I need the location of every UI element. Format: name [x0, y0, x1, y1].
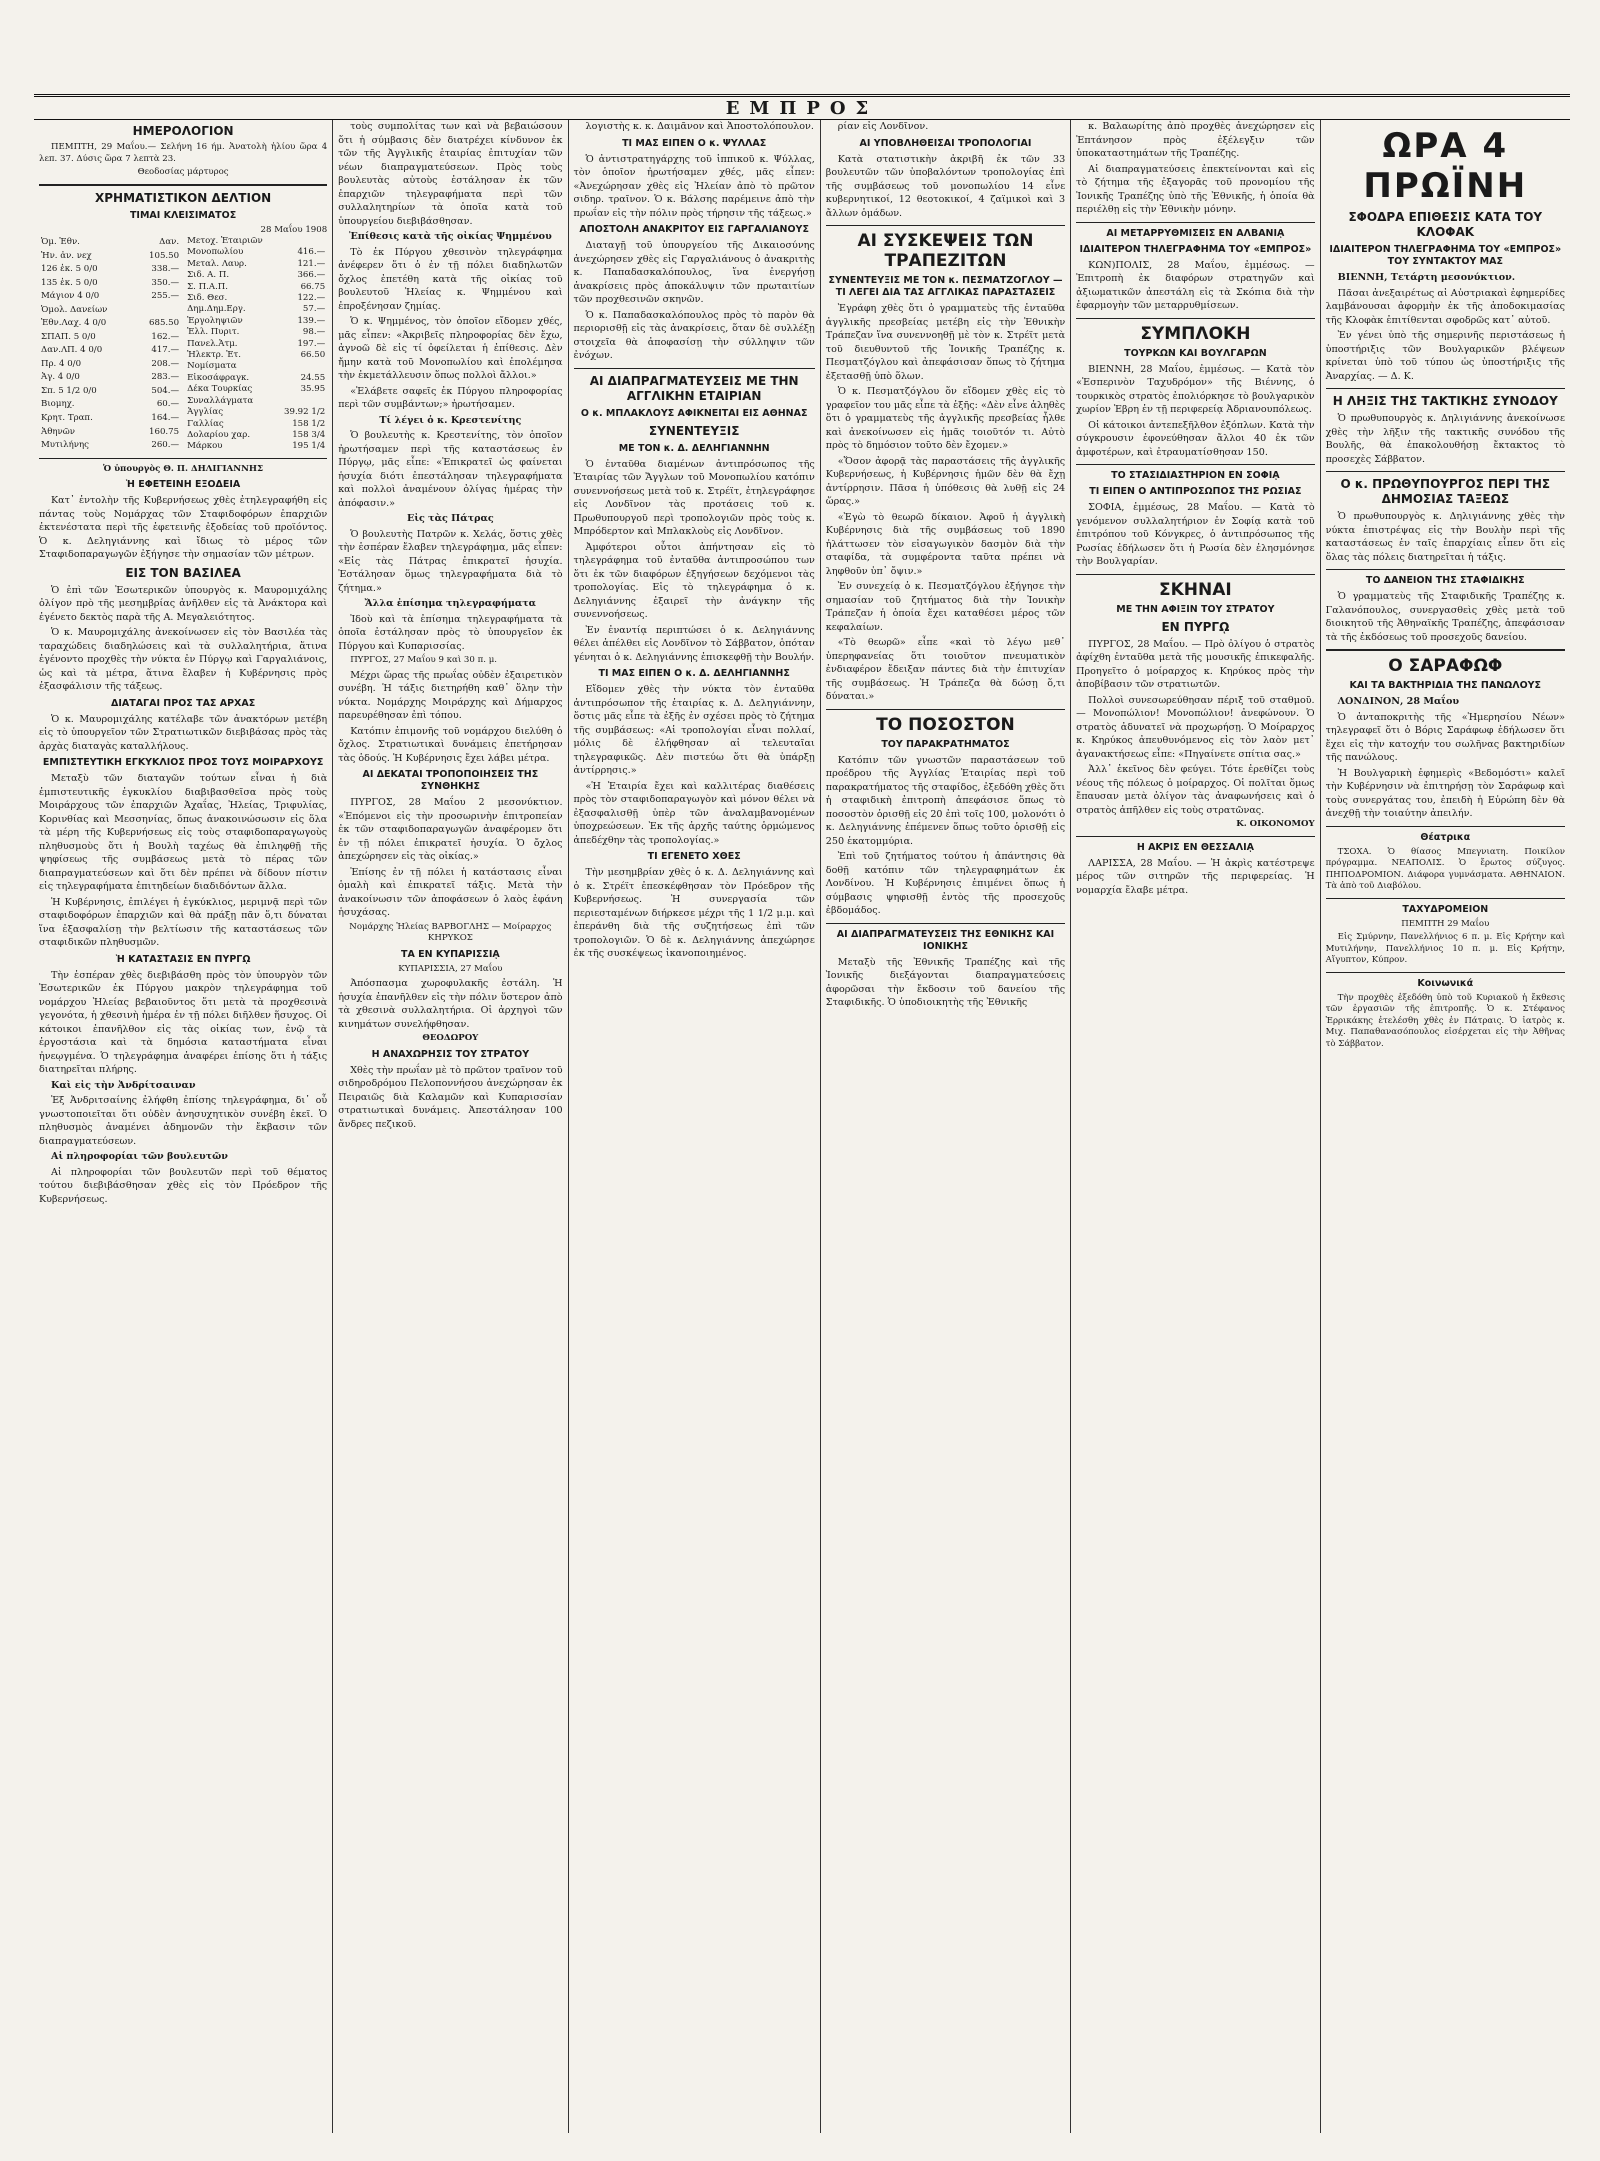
- price-label: Εἰκοσάφραγκ.: [187, 372, 250, 383]
- sarafof-sub: ΚΑΙ ΤΑ ΒΑΚΤΗΡΙΔΙΑ ΤΗΣ ΠΑΝΩΛΟΥΣ: [1349, 680, 1542, 691]
- price-value: 158 3/4: [292, 429, 326, 440]
- banner-title: ΩΡΑ 4 ΠΡΩΪΝΗ: [1363, 126, 1528, 206]
- article-text: Οἱ κάτοικοι ἀντεπεξῆλθον ἐξόπλων. Κατὰ τὴν σύγκρουσιν ἐφονεύθησαν ἄλλοι 40 ἐκ τῶν ἀμφοτέρων, καὶ ἐτραυματίσθησαν 150.: [1076, 419, 1315, 458]
- kyparissia-date: ΚΥΠΑΡΙΣΣΙΑ, 27 Μαΐου: [398, 963, 503, 974]
- article-text: Ὁ ἀντιστρατηγάρχης τοῦ ἱππικοῦ κ. Ψύλλας, τὸν ὁποῖον ἠρωτήσαμεν χθές, μᾶς εἶπεν: «Ἀνεχώρησαν χθὲς εἰς Ἠλείαν ἀπὸ τὸ πρῶτον σιδηρ. τραῖνον. Ὁ κ. Βάλσης παρέμεινε ἀπὸ τὴν πρωΐαν εἰς τὴν πόλιν πρὸς τήρησιν τῆς τάξεως.»: [573, 153, 815, 219]
- theatres-title: Θέατρικα: [1420, 831, 1471, 843]
- national-title: ΑΙ ΔΙΑΠΡΑΓΜΑΤΕΥΣΕΙΣ ΤΗΣ ΕΘΝΙΚΗΣ ΚΑΙ ΙΟΝΙΚΗΣ: [836, 928, 1055, 952]
- synod-title: Η ΛΗΞΙΣ ΤΗΣ ΤΑΚΤΙΚΗΣ ΣΥΝΟΔΟΥ: [1332, 394, 1558, 408]
- article-text: Ὁ κ. Ψημμένος, τὸν ὁποῖον εἴδομεν χθές, μᾶς εἶπεν: «Ἀκριβεῖς πληροφορίας δὲν ἔχω, ἀγνοῶ δὲ εἰς τί ὀφείλεται ἡ ἐπίθεσις. Δὲν ἤμην κατὰ τοῦ Μονοπωλίου καὶ ἐπολέμησα τὴν ἐκμετάλλευσιν ὅπως πολλοὶ ἄλλοι.»: [338, 316, 563, 381]
- column-3: [569, 120, 821, 2133]
- price-value: 283.—: [151, 372, 180, 383]
- price-label: Σπ. 5 1/2 0/0: [41, 385, 97, 396]
- price-row: [185, 396, 327, 407]
- attacks-sub: ΙΔΙΑΙΤΕΡΟΝ ΤΗΛΕΓΡΑΦΗΜΑ ΤΟΥ «ΕΜΠΡΟΣ» ΤΟΥ ΣΥΝΤΑΚΤΟΥ ΜΑΣ: [1329, 244, 1562, 267]
- article-text: Ἐξ Ἀνδριτσαίνης ἐλήφθη ἐπίσης τηλεγράφημα, δι᾽ οὗ γνωστοποιεῖται ὅτι οὐδὲν ἀνησυχητικὸν συνέβη ἐκεῖ. Ὁ πληθυσμὸς ἀναμένει ἀδημονῶν τὴν ἔκβασιν τῶν διαπραγματεύσεων.: [39, 1095, 328, 1147]
- price-value: 57.—: [302, 304, 326, 315]
- article-text: Κατὰ στατιστικὴν ἀκριβῆ ἐκ τῶν 33 βουλευτῶν τῶν ὑποβαλόντων τροπολογίας ἐπὶ τῆς συμβάσεως τοῦ μονοπωλίου 14 εἶνε κυβερνητικοί, 12 θεοτοκικοί, 4 ζαϊμικοὶ καὶ 3 ἄλλων ὁμάδων.: [825, 153, 1066, 219]
- price-row: [185, 270, 327, 281]
- post-date: ΠΕΜΠΤΗ 29 Μαΐου: [1401, 918, 1490, 929]
- article-text: Ἀπόσπασμα χωροφυλακῆς ἐστάλη. Ἡ ἡσυχία ἐπανῆλθεν εἰς τὴν πόλιν ὕστερον ἀπὸ τὰ χθεσινὰ συλλαλητήρια. Οἱ ἀρχηγοὶ τῶν κινημάτων συνελήφθησαν.: [338, 978, 563, 1030]
- price-label: Ὁμ. Ἐθν.: [41, 237, 80, 248]
- price-label: Πρ. 4 0/0: [41, 358, 82, 369]
- price-value: [276, 361, 327, 372]
- column-4: [821, 120, 1071, 2133]
- price-label: Μυτιλήνης: [41, 440, 89, 451]
- article-text: Ὁ βουλευτὴς Πατρῶν κ. Χελάς, ὅστις χθὲς τὴν ἑσπέραν ἔλαβεν τηλεγράφημα, μᾶς εἶπεν: «Εἰς τὰς Πάτρας ἐπικρατεῖ ἡσυχία. Ἐστάλησαν ὅμως τηλεγραφήματα διὰ τὸ ζήτημα.»: [338, 528, 563, 594]
- article-text: Ἐπίσης ἐν τῇ πόλει ἡ κατάστασις εἶναι ὁμαλὴ καὶ ἐπικρατεῖ τάξις. Μετὰ τὴν ἀνακοίνωσιν τῶν ἀποφάσεων ὁ λαὸς ἐφάνη ἡσυχάσας.: [338, 866, 563, 918]
- price-label: Δαν.ΛΠ. 4 0/0: [41, 345, 103, 356]
- sarafof-title: Ο ΣΑΡΑΦΩΦ: [1388, 656, 1503, 676]
- price-row: [39, 385, 181, 399]
- divider: [1326, 898, 1565, 899]
- price-label: Νομίσματα: [187, 361, 237, 372]
- price-row: [185, 373, 327, 384]
- circular-title: ΔΙΑΤΑΓΑΙ ΠΡΟΣ ΤΑΣ ΑΡΧΑΣ: [110, 697, 256, 709]
- albania-title: ΑΙ ΜΕΤΑΡΡΥΘΜΙΣΕΙΣ ΕΝ ΑΛΒΑΝΙᾼ: [1106, 227, 1285, 239]
- divider: [1076, 574, 1314, 575]
- price-value: 139.—: [297, 315, 326, 326]
- article-text: Ἐπὶ τοῦ ζητήματος τούτου ἡ ἀπάντησις θὰ δοθῇ κατόπιν τῶν τηλεγραφημάτων ἐκ Λονδίνου. Ἡ Κυβέρνησις ἐπιμένει ὅπως ἡ σύμβασις ψηφισθῇ ἐντὸς τῆς προσεχοῦς ἑβδομάδος.: [825, 851, 1066, 916]
- price-row: [39, 304, 181, 318]
- calendar-saint: Θεοδοσίας μάρτυρος: [137, 167, 229, 177]
- percent-sub: ΤΟΥ ΠΑΡΑΚΡΑΤΗΜΑΤΟΣ: [881, 738, 1010, 750]
- divider: [1326, 388, 1565, 389]
- price-row: [39, 250, 181, 264]
- column-2: [333, 120, 568, 2133]
- article-text: Κατ᾽ ἐντολὴν τῆς Κυβερνήσεως χθὲς ἐτηλεγραφήθη εἰς πάντας τοὺς Νομάρχας τῶν Σταφιδοφόρων ἐπαρχιῶν ἐκτενέστατα περὶ τῆς ἐφετεινῆς ἐξοδείας τοῦ προϊόντος. Ὁ κ. Δεληγιάννης καὶ ἴδιως τὸ μέρος τῶν Σταφιδοπαραγωγῶν ἐξήγησε τὴν σημασίαν τῶν μέτρων.: [39, 495, 328, 561]
- price-value: 366.—: [297, 270, 326, 281]
- yesterday-title: ΤΙ ΕΓΕΝΕΤΟ ΧΘΕΣ: [647, 851, 741, 862]
- kyparissia-title: ΤΑ ΕΝ ΚΥΠΑΡΙΣΣΙᾼ: [400, 948, 500, 960]
- price-value: 158 1/2: [292, 418, 326, 429]
- article-text: Τὸ ἐκ Πύργου χθεσινὸν τηλεγράφημα ἀνέφερεν ὅτι ὁ ἐν τῇ πόλει διαδηλωτῶν ὄχλος ἐπετέθη κατὰ τῆς οἰκίας τοῦ βουλευτοῦ Ἠλείας κ. Ψημμένου καὶ ἐπροξένησαν ζημίας.: [338, 246, 563, 312]
- price-row: [39, 439, 181, 453]
- article-text: Ἐν γένει ὑπὸ τῆς σημερινῆς περιστάσεως ἡ ὑποστήριξις τῶν Βουλγαρικῶν βλέψεων κρίνεται ὑπὸ τοῦ τύπου ὡς ὑποστήριξις τῆς Ἀναρχίας. — Δ. Κ.: [1325, 330, 1565, 382]
- attacks-title: ΣΦΟΔΡΑ ΕΠΙΘΕΣΙΣ ΚΑΤΑ ΤΟΥ ΚΛΟΦΑΚ: [1348, 210, 1543, 239]
- article-text: Πολλοὶ συνεσωρεύθησαν πέριξ τοῦ σταθμοῦ. — Μονοπώλιον! Μονοπώλιον! ἀνεφώνουν. Ὁ στρατὸς ἀδυνατεῖ νὰ προχωρήσῃ. Ὁ Μοίραρχος κ. Κηρύκος ἀπευθυνόμενος εἰς τὸν λαὸν μετ᾽ ἀγανακτήσεως εἶπε: «Πηγαίνετε σπίτια σας.»: [1076, 694, 1315, 760]
- social-title: Κοινωνικά: [1417, 977, 1474, 989]
- divider: [574, 368, 815, 369]
- price-label: Γαλλίας: [187, 418, 224, 429]
- article-text: Ὁ κ. Μαυρομιχάλης κατέλαβε τῶν ἀνακτόρων μετέβη εἰς τὸ ὑπουργεῖον τῶν Στρατιωτικῶν διεβιβάσας πρὸς τὰς ἀρχὰς διαταγὰς καταλλήλους.: [39, 713, 328, 752]
- price-label: Ἀγ. 4 0/0: [41, 372, 80, 383]
- negotiations-title: ΑΙ ΔΙΑΠΡΑΓΜΑΤΕΥΣΕΙΣ ΜΕ ΤΗΝ ΑΓΓΛΙΚΗΝ ΕΤΑΙΡΙΑΝ: [589, 373, 799, 403]
- post-title: ΤΑΧΥΔΡΟΜΕΙΟΝ: [1402, 903, 1489, 915]
- columns: [34, 120, 1570, 2133]
- theatres-text: ΤΣΟΧΑ. Ὁ θίασος Μπεγνιατη. Ποικίλον πρόγραμμα. ΝΕΑΠΟΛΙΣ. Ὁ ἔρωτος σύζυγος. ΠΗΠΟΔΡΟΜΙΟΝ. Διάφορα γυμνάσματα. ΑΘΗΝΑΙΟΝ. Τὰ ἀπὸ τοῦ Διαβόλου.: [1325, 846, 1565, 891]
- article-text: Ὁ κ. Παπαδασκαλόπουλος πρὸς τὸ παρὸν θὰ περιορισθῇ εἰς τὰς ἀνακρίσεις, ὅταν δὲ συλλέξῃ στοιχεῖα θὰ ἀποφασίσῃ τὴν σύλληψιν τῶν ἐνόχων.: [573, 309, 815, 361]
- telegrams-head: Ἄλλα ἐπίσημα τηλεγραφήματα: [364, 598, 537, 609]
- price-value: 98.—: [302, 327, 326, 338]
- price-label: 126 ἐκ. 5 0/0: [41, 264, 98, 275]
- price-label: Βιομηχ.: [41, 399, 75, 410]
- bulletin-subtitle: ΤΙΜΑΙ ΚΛΕΙΣΙΜΑΤΟΣ: [129, 209, 237, 221]
- price-row: [185, 316, 327, 327]
- price-label: Δολαρίου χαρ.: [187, 429, 251, 440]
- article-text: Ὁ γραμματεὺς τῆς Σταφιδικῆς Τραπέζης κ. Γαλανόπουλος, συνεργασθεὶς χθὲς μετὰ τοῦ διοικητοῦ τῆς Ἀθηναϊκῆς Τραπέζης, ἀπεφάσισαν τὰ τῆς ἐκδόσεως τοῦ προσεχοῦς δανείου.: [1325, 591, 1565, 643]
- article-text: ΛΑΡΙΣΣΑ, 28 Μαΐου. — Ἡ ἀκρὶς κατέστρεψε μέρος τῶν σιτηρῶν τῆς περιφερείας. Ἡ νομαρχία ἔλαβε μέτρα.: [1076, 857, 1315, 896]
- article-text: Αἱ διαπραγματεύσεις ἐπεκτείνονται καὶ εἰς τὸ ζήτημα τῆς ἐξαγορᾶς τοῦ προνομίου τῆς Ἰονικῆς Τραπέζης ὑπὸ τῆς Ἐθνικῆς, ἡ ὁποία θὰ περιέλθῃ εἰς τὴν Ἐθνικὴν μόνην.: [1076, 163, 1315, 215]
- price-label: Σιδ. Θεσ.: [187, 293, 228, 304]
- ministers-title: Ἡ ΕΦΕΤΕΙΝΗ ΕΞΟΔΕΙΑ: [125, 479, 241, 491]
- article-text: τοὺς συμπολίτας των καὶ νὰ βεβαιώσουν ὅτι ἡ σύμβασις δὲν διατρέχει κίνδυνον ἐκ τῶν τῆς Ἀγγλικῆς ἑταιρίας ἐπιτυχίαν τῶν νέων διαπραγματεύσεων. Πρὸς τοὺς βουλευτὰς αὐτοὺς ἐστάλησαν ἐκ τῶν ἐπαρχιῶν τηλεγραφήματα περὶ τῶν συλλαλητηρίων τὰ ὁποῖα κατὰ τοῦ ὑπουργείου διεβιβάσθησαν.: [338, 121, 563, 227]
- price-row: [185, 282, 327, 293]
- price-label: Ὁμολ. Δανείων: [41, 304, 108, 315]
- price-row: [185, 441, 327, 452]
- price-row: [39, 398, 181, 412]
- section-head: ΕΙΣ ΤΟΝ ΒΑΣΙΛΕΑ: [125, 565, 241, 580]
- scenes-title: ΣΚΗΝΑΙ: [1159, 579, 1232, 600]
- divider: [1326, 471, 1565, 472]
- encyclical-title: ΕΜΠΙΣΤΕΥΤΙΚΗ ΕΓΚΥΚΛΙΟΣ ΠΡΟΣ ΤΟΥΣ ΜΟΙΡΑΡΧΟΥΣ: [42, 757, 324, 769]
- changes-title: ΑΙ ΔΕΚΑΤΑΙ ΤΡΟΠΟΠΟΙΗΣΕΙΣ ΤΗΣ ΣΥΝΘΗΚΗΣ: [362, 769, 539, 792]
- price-tables: [39, 236, 327, 453]
- price-label: Ἠλεκτρ. Ἐτ.: [187, 350, 242, 361]
- bulletin-title: ΧΡΗΜΑΤΙΣΤΙΚΟΝ ΔΕΛΤΙΟΝ: [94, 190, 272, 205]
- price-value: [276, 236, 327, 247]
- price-value: 195 1/4: [292, 441, 326, 452]
- price-row: [39, 236, 181, 250]
- bankers-title: ΑΙ ΣΥΣΚΕΨΕΙΣ ΤΩΝ ΤΡΑΠΕΖΙΤΩΝ: [857, 231, 1034, 271]
- article-text: Ἐν συνεχείᾳ ὁ κ. Πεσματζόγλου ἐξήγησε τὴν σημασίαν τοῦ ζητήματος διὰ τὴν Ἰονικὴν Τράπεζαν ἡ ὁποία ἔχει καταθέσει μέρος τῶν κεφαλαίων.: [825, 581, 1066, 633]
- divider: [826, 709, 1065, 710]
- akris-title: Η ΑΚΡΙΣ ΕΝ ΘΕΣΣΑΛΙᾼ: [1136, 841, 1254, 853]
- divider: [1326, 649, 1565, 651]
- price-value: 164.—: [151, 412, 180, 423]
- price-label: Ἐργοληψιῶν: [187, 315, 243, 326]
- clash-title: ΣΥΜΠΛΟΚΗ: [1140, 323, 1251, 344]
- meetings-title: ΣΥΝΕΝΤΕΥΞΙΣ: [648, 423, 740, 438]
- divider: [1076, 464, 1314, 465]
- divider: [1326, 569, 1565, 570]
- article-text: ΒΙΕΝΝΗ, 28 Μαΐου, ἐμμέσως. — Κατὰ τὸν «Ἑσπερινὸν Ταχυδρόμον» τῆς Βιέννης, ὁ τουρκικὸς στρατὸς ἐπολιόρκησε τὸ βουλγαρικὸν χωρίον Ἐβρη ἐν τῇ περιφερείᾳ Ἀδριανουπόλεως.: [1076, 363, 1315, 415]
- price-label: Δημ.Δημ.Εργ.: [187, 304, 246, 315]
- price-row: [39, 331, 181, 345]
- price-row: [185, 350, 327, 361]
- clash-sub: ΤΟΥΡΚΩΝ ΚΑΙ ΒΟΥΛΓΑΡΩΝ: [1124, 347, 1267, 359]
- article-text: Αἱ πληροφορίαι τῶν βουλευτῶν περὶ τοῦ θέματος τούτου διεβιβάσθησαν χθὲς εἰς τὸν Πρόεδρον τῆς Κυβερνήσεως.: [39, 1166, 328, 1205]
- article-text: Πᾶσαι ἀνεξαιρέτως αἱ Αὐστριακαὶ ἐφημερίδες λαμβάνουσαι ἀφορμὴν ἐκ τῆς ἀποδοκιμασίας τῆς Κλοφὰκ ἐπιτίθενται σφοδρῶς κατ᾽ αὐτοῦ.: [1325, 287, 1565, 326]
- price-row: [185, 304, 327, 315]
- article-text: Διαταγῇ τοῦ ὑπουργείου τῆς Δικαιοσύνης ἀνεχώρησεν χθὲς εἰς Γαργαλιάνους ὁ ἀνακριτὴς κ. Παπαδασκαλόπουλος, ἵνα ἐνεργήσῃ ἀνακρίσεις πρὸς ἀποκάλυψιν τῶν πρωταιτίων τῶν προχθεσινῶν σκηνῶν.: [573, 240, 815, 305]
- article-text: Μέχρι ὥρας τῆς πρωΐας οὐδὲν ἐξαιρετικὸν συνέβη. Ἡ τάξις διετηρήθη καθ᾽ ὅλην τὴν νύκτα. Νομάρχης Μοιράρχης καὶ Δήμαρχος παρευρέθησαν ἐπὶ τόπου.: [338, 669, 563, 721]
- price-row: [39, 344, 181, 358]
- percent-title: ΤΟ ΠΟΣΟΣΤΟΝ: [876, 714, 1015, 735]
- divider: [39, 184, 327, 186]
- article-text: Ἐν ἐναντίᾳ περιπτώσει ὁ κ. Δεληγιάννης θέλει ἀπέλθει εἰς Λονδῖνον τὸ Σάββατον, ὁπόταν γένηται ὁ κ. Δεληγιάννης ἐπισκεφθῇ τὴν Βουλήν.: [573, 624, 815, 663]
- sofia-title: ΤΟ ΣΤΑΣΙΔΙΑΣΤΗΡΙΟΝ ΕΝ ΣΟΦΙᾼ: [1111, 470, 1280, 481]
- price-label: Σ. Π.Α.Π.: [187, 281, 229, 292]
- price-row: [185, 339, 327, 350]
- signatures: Νομάρχης Ἠλείας ΒΑΡΒΟΓΛΗΣ — Μοίραρχος ΚΗΡΥΚΟΣ: [349, 921, 552, 943]
- divider: [39, 458, 327, 459]
- article-text: Ὁ βουλευτὴς κ. Κρεστενίτης, τὸν ὁποῖον ἠρωτήσαμεν περὶ τῆς καταστάσεως ἐν Πύργῳ, μᾶς εἶπε: «Ἐπικρατεῖ ὡς φαίνεται ἡσυχία διότι ἐπεστάλησαν τηλεγραφήματα καὶ πολλοὶ ἀναμένουν ὀλίγας ἡμέρας τὴν ἀπόφασιν.»: [338, 430, 563, 509]
- price-value: 504.—: [151, 385, 180, 396]
- column-1: [34, 120, 333, 2133]
- deligiannis-title: ΤΙ ΜΑΣ ΕΙΠΕΝ Ο κ. Δ. ΔΕΛΗΓΙΑΝΝΗΣ: [598, 668, 790, 679]
- bankers-sub: ΣΥΝΕΝΤΕΥΞΙΣ ΜΕ ΤΟΝ κ. ΠΕΣΜΑΤΖΟΓΛΟΥ — ΤΙ ΛΕΓΕΙ ΔΙΑ ΤΑΣ ΑΓΓΛΙΚΑΣ ΠΑΡΑΣΤΑΣΕΙΣ: [828, 275, 1063, 298]
- article-text: Εἰς Σμύρνην, Πανελλήνιος 6 π. μ. Εἰς Κρήτην καὶ Μυτιλήνην, Πανελλήνιος 10 π. μ. Εἰς Κρήτην, Αἴγυπτον, Κύπρον.: [1325, 932, 1565, 965]
- article-text: Ὁ κ. Πεσματζόγλου ὅν εἴδομεν χθὲς εἰς τὸ γραφεῖον του μᾶς εἶπε τὰ ἑξῆς: «Δὲν εἶνε ἀληθὲς ὅτι ὁ γραμματεὺς τῆς ἀγγλικῆς πρεσβείας ἦλθε καὶ ἀνεκοίνωσεν εἰς ἡμᾶς τοιοῦτόν τι. Αὐτὸ πρὸς τὸ δημόσιον τοῦτο δὲν ἔχομεν.»: [825, 386, 1066, 451]
- article-text: Ὁ ἐνταῦθα διαμένων ἀντιπρόσωπος τῆς Ἑταιρίας τῶν Ἄγγλων τοῦ Μονοπωλίου κατόπιν συνεννοήσεως μετὰ τοῦ κ. Στρέϊτ, ἐτηλεγράφησε εἰς Λονδῖνον τὰς προτάσεις τοῦ κ. Πρωθυπουργοῦ περὶ τροπολογιῶν πρὸς τοὺς κ. Μπρόδερτον καὶ Μπλακλοὺς εἰς Λονδῖνον.: [573, 458, 815, 537]
- loan-title: ΤΟ ΔΑΝΕΙΟΝ ΤΗΣ ΣΤΑΦΙΔΙΚΗΣ: [1365, 575, 1525, 586]
- article-text: κ. Βαλαωρίτης ἀπὸ προχθὲς ἀνεχώρησεν εἰς Ἐπτάνησον πρὸς ἐξέλεγξιν τῶν ὑποκαταστημάτων τῆς Τραπέζης.: [1076, 121, 1315, 159]
- divider: [1076, 836, 1314, 837]
- price-value: 260.—: [151, 440, 180, 451]
- price-value: 208.—: [151, 358, 180, 369]
- minister-signature: Ὁ ὑπουργὸς Θ. Π. ΔΗΛΙΓΙΑΝΝΗΣ: [103, 463, 264, 474]
- article-text: Τὴν ἑσπέραν χθὲς διεβιβάσθη πρὸς τὸν ὑπουργὸν τῶν Ἐσωτερικῶν ἐκ Πύργου μακρὸν τηλεγράφημα τοῦ νομάρχου Ἠλείας βεβαιοῦντος ὅτι μετὰ τὰ προχθεσινὰ γεγονότα, ἡ χθεσινὴ ἡμέρα ἐν τῇ πόλει διῆλθεν ἥσυχος. Οἱ κάτοικοι ἐπανῆλθον εἰς τὰς οἰκίας των, ἐνῷ τὰ ἐργοστάσια καὶ τὰ δημόσια καταστήματα εἶναι ἠνεῳγμένα. Ὁ τηλεγράφημα ἀναφέρει ἐπίσης ὅτι ἡ τάξις διατηρεῖται πλήρης.: [39, 969, 328, 1076]
- negotiations-sub: Ο κ. ΜΠΛΑΚΛΟΥΣ ΑΦΙΚΝΕΙΤΑΙ ΕΙΣ ΑΘΗΝΑΣ: [580, 407, 808, 419]
- price-value: 160.75: [149, 426, 180, 437]
- price-row: [39, 290, 181, 304]
- price-row: [185, 259, 327, 270]
- price-value: 197.—: [297, 338, 326, 349]
- article-text: Μεταξὺ τῆς Ἐθνικῆς Τραπέζης καὶ τῆς Ἰονικῆς διεξάγονται διαπραγματεύσεις ἀφορῶσαι τὴν ἔκδοσιν τοῦ δανείου τῆς Σταφιδικῆς. Ὁ ὑποδιοικητὴς τῆς Ἐθνικῆς: [825, 956, 1066, 1008]
- newspaper-title: ΕΜΠΡΟΣ: [725, 97, 879, 119]
- pyrgos-title: Ἡ ΚΑΤΑΣΤΑΣΙΣ ΕΝ ΠΥΡΓῼ: [115, 953, 251, 965]
- divider: [826, 923, 1065, 924]
- article-text: Ὁ ἀνταποκριτὴς τῆς «Ἡμερησίου Νέων» τηλεγραφεῖ ὅτι ὁ Βόρις Σαράφωφ ἐδήλωσεν ὅτι ἔχει εἰς τὴν κατοχήν του σωλῆνας βακτηριδίων τῆς πανώλους.: [1325, 711, 1565, 763]
- price-row: [185, 247, 327, 258]
- price-row: [39, 371, 181, 385]
- article-text: ΚΩΝ)ΠΟΛΙΣ, 28 Μαΐου, ἐμμέσως. — Ἐπιτροπὴ ἐκ διαφόρων στρατηγῶν καὶ ἀξιωματικῶν ἀπεστάλη εἰς τὰ Σκόπια διὰ τὴν ἐφαρμογὴν τῶν μεταρρυθμίσεων.: [1076, 259, 1315, 311]
- price-row: [185, 236, 327, 247]
- article-text: Κατόπιν τῶν γνωστῶν παραστάσεων τοῦ προέδρου τῆς Ἀγγλίας Ἑταιρίας περὶ τοῦ παρακρατήματος τῆς σταφίδος, ἐξεδόθη χθὲς ὅτι ἡ σταφιδικὴ ἐπιτροπὴ ἀπεφάσισε ὅπως τὸ ποσοστὸν ὁρισθῇ εἰς 20 ἐπὶ τοῖς 100, μολονότι ὁ κ. Δεληγιάννης ἐπέμενεν ὅπως τοῦτο ὁρισθῇ εἰς 250 ἑκατομμύρια.: [825, 754, 1066, 847]
- article-text: «Ἡ Ἑταιρία ἔχει καὶ καλλιτέρας διαθέσεις πρὸς τὸν σταφιδοπαραγωγὸν καὶ μόνον θέλει νὰ ἐξασφαλισθῇ ὑπὲρ τῶν ἀναλαμβανομένων ὑποχρεώσεων. Ἐκ τῆς ἀρχῆς ταύτης ὁρμώμενος ἀπεδέχθην τὰς τροπολογίας.»: [573, 780, 815, 846]
- price-value: 416.—: [297, 247, 326, 258]
- price-row: [39, 358, 181, 372]
- article-text: «Τὸ θεωρῶ» εἶπε «καὶ τὸ λέγω μεθ᾽ ὑπερηφανείας ὅτι τοιοῦτον πνευματικὸν ἐνδιαφέρον ἔδειξαν πάντες διὰ τὴν ἐπιτυχίαν τῆς συμβάσεως. Ἡ Τράπεζα θὰ δώσῃ ὅ,τι δύναται.»: [825, 637, 1066, 702]
- vienna-dateline: ΒΙΕΝΝΗ, Τετάρτη μεσονύκτιον.: [1337, 272, 1516, 283]
- price-label: Ἀθηνῶν: [41, 426, 75, 437]
- divider: [1326, 972, 1565, 973]
- pyrgos-dateline: ΠΥΡΓΟΣ, 27 Μαΐου 9 καὶ 30 π. μ.: [350, 655, 498, 665]
- prices-table-right: [185, 236, 327, 453]
- price-value: 685.50: [149, 318, 180, 329]
- amendments-title: ΑΙ ΥΠΟΒΛΗΘΕΙΣΑΙ ΤΡΟΠΟΛΟΓΙΑΙ: [859, 137, 1032, 149]
- divider: [1076, 318, 1314, 319]
- scenes-sub: ΜΕ ΤΗΝ ΑΦΙΞΙΝ ΤΟΥ ΣΤΡΑΤΟΥ: [1116, 603, 1275, 615]
- price-label: Κρητ. Τραπ.: [41, 412, 93, 423]
- article-text: Τὴν προχθὲς ἐξεδόθη ὑπὸ τοῦ Κυριακοῦ ἡ ἔκθεσις τῶν ἐργασιῶν τῆς ἐπιτροπῆς. Ὁ κ. Στέφανος Ἐρρικάκης ἐτελέσθη χθὲς ἐν Πάτραις. Ὁ ἰατρὸς κ. Μιχ. Παπαθανασόπουλος εἰσέρχεται εἰς τὴν Ἀθῆνας τὸ Σάββατον.: [1325, 992, 1565, 1049]
- price-label: Μάγιον 4 0/0: [41, 291, 100, 302]
- scenes-place: ΕΝ ΠΥΡΓῼ: [1161, 619, 1230, 634]
- calendar-title: ΗΜΕΡΟΛΟΓΙΟΝ: [132, 124, 234, 138]
- price-value: 66.75: [300, 281, 326, 292]
- price-label: Δέκα Τουρκίας: [187, 384, 253, 395]
- deputies-head: Αἱ πληροφορίαι τῶν βουλευτῶν: [51, 1151, 228, 1163]
- article-text: Ὁ κ. Μαυρομιχάλης ἀνεκοίνωσεν εἰς τὸν Βασιλέα τὰς ταραχώδεις διαδηλώσεις καὶ τὰ συλλαλητήρια, ἅτινα ἐγένοντο προχθὲς τὴν νύκτα ἐν Πύργῳ καὶ Γαργαλιάνοις, ὡς καὶ τὰ μέτρα, ἅτινα ἔλαβεν ἡ Κυβέρνησις πρὸς ἐξασφάλισιν τῆς τάξεως.: [39, 627, 328, 693]
- price-row: [185, 293, 327, 304]
- attack-head: Ἐπίθεσις κατὰ τῆς οἰκίας Ψημμένου: [349, 231, 552, 242]
- price-row: [39, 317, 181, 331]
- patras-head: Εἰς τὰς Πάτρας: [407, 513, 494, 524]
- price-value: 24.55: [300, 372, 326, 383]
- price-value: 122.—: [297, 293, 326, 304]
- price-value: 121.—: [297, 258, 326, 269]
- kresteniti-head: Τί λέγει ὁ κ. Κρεστενίτης: [379, 414, 522, 426]
- article-text: Μεταξὺ τῶν διαταγῶν τούτων εἶναι ἡ διὰ ἐμπιστευτικῆς ἐγκυκλίου διαβιβασθεῖσα πρὸς τοὺς Μοιράρχους τῶν ἐπαρχιῶν Ἀχαΐας, Ἠλείας, Τριφυλίας, Κορινθίας καὶ Μεσσηνίας, ὅπως ἀνακοινώσωσιν εἰς ὅλα τὰ μέρη τῆς Κυβερνήσεως εἰς τοὺς σταφιδοπαραγωγοὺς πληθυσμοὺς ὅτι ἡ Βουλὴ ταχέως θὰ ἐπιληφθῇ τῆς ψηφίσεως τῆς συμβάσεως μετὰ τὸ πέρας τῶν διαπραγματεύσεων καὶ ὅτι δὲν πρέπει νὰ δίδουν πίστιν εἰς τηλεγραφήματα ἐπιτηδείων διαδιδόντων ἄλλα.: [39, 773, 328, 893]
- price-row: [185, 384, 327, 395]
- article-text: ΠΥΡΓΟΣ, 28 Μαΐου 2 μεσονύκτιον. «Ἐπόμενοι εἰς τὴν προσωρινὴν ἐπιτροπείαν ἐκ τῶν σταφιδοπαραγωγῶν ἀναφέρομεν ὅτι ἐν τῇ πόλει ἐπικρατεῖ ἡσυχία. Ὁ ὄχλος ἀπεχώρησεν εἰς τὰς οἰκίας.»: [338, 797, 563, 862]
- signature: ΘΕΟΔΩΡΟΥ: [422, 1033, 479, 1043]
- article-text: ΣΟΦΙΑ, ἐμμέσως, 28 Μαΐου. — Κατὰ τὸ γενόμενον συλλαλητήριον ἐν Σοφίᾳ κατὰ τοῦ ἐπιτρόπου τοῦ Κόνγκρες, ὁ ἀντιπρόσωπος τῆς Ρωσίας ἐδήλωσεν ὅτι ἡ Ρωσία δὲν ἐλησμόνησε τὴν Βουλγαρίαν.: [1076, 502, 1315, 567]
- price-label: Σιδ. Α. Π.: [187, 270, 230, 281]
- article-text: Ἡ Κυβέρνησις, ἐπιλέγει ἡ ἐγκύκλιος, μεριμνᾷ περὶ τῶν σταφιδοφόρων ἐπαρχιῶν καὶ θὰ πράξῃ πᾶν ὅ,τι δύναται ἵνα ἐξασφαλίσῃ τὴν βελτίωσιν τῆς καταστάσεως τῶν σταφιδικῶν πληθυσμῶν.: [39, 896, 328, 949]
- article-text: Ὁ πρωθυπουργὸς κ. Δηλιγιάννης ἀνεκοίνωσε χθὲς τὴν λῆξιν τῆς τακτικῆς συνόδου τῆς Βουλῆς, θὰ ἐπακολουθήσῃ ἔκτακτος τὸ προσεχὲς Σάββατον.: [1325, 413, 1565, 465]
- price-label: Ἠν. ἀν. νεχ: [41, 250, 92, 261]
- prices-table-left: [39, 236, 181, 453]
- sofia-sub: ΤΙ ΕΙΠΕΝ Ο ΑΝΤΙΠΡΟΣΩΠΟΣ ΤΗΣ ΡΩΣΙΑΣ: [1089, 486, 1302, 497]
- price-row: [39, 277, 181, 291]
- bulletin-date: 28 Μαΐου 1908: [260, 224, 328, 235]
- price-value: 60.—: [156, 399, 180, 410]
- price-label: 135 ἐκ. 5 0/0: [41, 277, 98, 288]
- price-row: [185, 407, 327, 418]
- masthead: [34, 94, 1570, 120]
- price-label: Μετοχ. Ἑταιριῶν: [187, 236, 263, 246]
- price-value: 255.—: [151, 291, 180, 302]
- article-text: «Ἐγὼ τὸ θεωρῶ δίκαιον. Ἀφοῦ ἡ ἀγγλικὴ Κυβέρνησις διὰ τῆς συμβάσεως τοῦ 1890 ἠλάττωσεν τὸν εἰσαγωγικὸν δασμὸν διὰ τὴν σταφίδα, τὰ συμφέροντα ταῦτα πρέπει νὰ ληφθοῦν ὑπ᾽ ὄψιν.»: [825, 511, 1066, 577]
- price-value: [135, 304, 181, 318]
- price-value: 66.50: [300, 350, 326, 361]
- price-row: [185, 361, 327, 372]
- price-label: Μάρκου: [187, 441, 223, 452]
- psyllas-title: ΤΙ ΜΑΣ ΕΙΠΕΝ Ο κ. ΨΥΛΛΑΣ: [622, 137, 767, 149]
- article-text: λογιστὴς κ. κ. Δαιμᾶνον καὶ Ἀποστολόπουλον.: [585, 121, 814, 132]
- article-text: Ἀλλ᾽ ἐκεῖνος δὲν φεύγει. Τότε ἐρεθίζει τοὺς νέους τῆς πόλεως ὁ μοίραρχος. Οἱ πολῖται ὅμως ἔπαυσαν μετὰ ὀλίγον τὰς ἀναφωνήσεις καὶ ὁ στρατὸς ἀπῆλθεν εἰς τοὺς στρατῶνας.: [1076, 764, 1315, 816]
- price-label: Συναλλάγματα: [187, 395, 254, 406]
- price-value: 417.—: [151, 345, 180, 356]
- price-label: ΣΠΑΠ. 5 0/0: [41, 331, 96, 342]
- price-label: Ἐλλ. Πυριτ.: [187, 327, 240, 338]
- article-text: Κατόπιν ἐπιμονῆς τοῦ νομάρχου διελύθη ὁ ὄχλος. Στρατιωτικαὶ δυνάμεις ἐπετήρησαν τὰς ὁδούς. Ἡ Κυβέρνησις ἔχει λάβει μέτρα.: [338, 725, 563, 764]
- garg-title: ΑΠΟΣΤΟΛΗ ΑΝΑΚΡΙΤΟΥ ΕΙΣ ΓΑΡΓΑΛΙΑΝΟΥΣ: [579, 224, 809, 235]
- article-text: Ὁ ἐπὶ τῶν Ἐσωτερικῶν ὑπουργὸς κ. Μαυρομιχάλης ὀλίγον πρὸ τῆς μεσημβρίας ἀνῆλθεν εἰς τὰ Ἀνάκτορα καὶ ἐγένετο δεκτὸς παρὰ τῆς Α. Μεγαλειότητος.: [39, 584, 328, 623]
- price-label: Πανελ.Ἀτμ.: [187, 338, 238, 349]
- pm-title: Ο κ. ΠΡΩΘΥΠΟΥΡΓΟΣ ΠΕΡΙ ΤΗΣ ΔΗΜΟΣΙΑΣ ΤΑΞΕΩΣ: [1340, 477, 1551, 506]
- price-value: Δαν.: [159, 237, 180, 248]
- price-value: 338.—: [151, 264, 180, 275]
- article-text: Ὁ πρωθυπουργὸς κ. Δηλιγιάννης χθὲς τὴν νύκτα ἐπιστρέψας εἰς τὴν Βουλὴν περὶ τῆς καταστάσεως ἐν ταῖς ἐπαρχίαις εἶπεν ὅτι εἰς ὅλας τὰς πόλεις διατηρεῖται ἡ τάξις.: [1325, 511, 1565, 563]
- price-label: Ἀγγλίας: [187, 407, 224, 418]
- price-label: Μονοπωλίου: [187, 247, 244, 258]
- article-text: «Ἐλάβετε σαφεῖς ἐκ Πύργου πληροφορίας περὶ τῶν συμβάντων;» ἠρωτήσαμεν.: [338, 385, 563, 410]
- price-label: Μεταλ. Λαυρ.: [187, 258, 247, 269]
- price-row: [39, 425, 181, 439]
- divider: [1076, 222, 1314, 223]
- price-value: 350.—: [151, 277, 180, 288]
- article-text: ΠΥΡΓΟΣ, 28 Μαΐου. — Πρὸ ὀλίγου ὁ στρατὸς ἀφίχθη ἐνταῦθα μετὰ τῆς μουσικῆς ἐπικεφαλῆς. Προηγεῖτο ὁ μοίραρχος κ. Κηρύκος πρὸς τὴν ἀποβίβασιν τῶν στρατιωτῶν.: [1076, 638, 1315, 690]
- article-text: «Ὅσον ἀφορᾷ τὰς παραστάσεις τῆς ἀγγλικῆς Κυβερνήσεως, ἡ Κυβέρνησις ἡμῶν δὲν θὰ ἔχῃ ἀντίρρησιν. Πᾶσα ἡ ὑπόθεσις θὰ λυθῇ εἰς 24 ὥρας.»: [825, 455, 1066, 507]
- divider: [826, 225, 1065, 226]
- price-value: 162.—: [151, 331, 180, 342]
- divider: [1326, 826, 1565, 827]
- price-row: [185, 419, 327, 430]
- price-row: [39, 412, 181, 426]
- price-value: 35.95: [300, 384, 326, 395]
- price-row: [185, 327, 327, 338]
- calendar-text: ΠΕΜΠΤΗ, 29 Μαΐου.— Σελήνη 16 ήμ. Ἀνατολὴ ἡλίου ὥρα 4 λεπ. 37. Δύσις ὥρα 7 λεπτὰ 23.: [39, 142, 328, 164]
- article-text: Χθὲς τὴν πρωΐαν μὲ τὸ πρῶτον τραῖνον τοῦ σιδηροδρόμου Πελοποννήσου ἀνεχώρησαν ἐκ Πειραιῶς διὰ Καλαμῶν καὶ Κυπαρισσίαν στρατιωτικαὶ δυνάμεις. Ἀπεστάλησαν 100 ἄνδρες πεζικοῦ.: [338, 1064, 563, 1130]
- meetings-sub: ΜΕ ΤΟΝ κ. Δ. ΔΕΛΗΓΙΑΝΝΗΝ: [618, 442, 770, 454]
- andritsaina-head: Καὶ εἰς τὴν Ἀνδρίτσαιναν: [51, 1079, 196, 1091]
- article-text: ρίαν εἰς Λονδῖνον.: [837, 121, 929, 132]
- article-text: Ἰδοὺ καὶ τὰ ἐπίσημα τηλεγραφήματα τὰ ὁποῖα ἐστάλησαν πρὸς τὸ ὑπουργεῖον ἐκ Πύργου καὶ Κυπαρισσίας.: [338, 613, 563, 652]
- article-text: Εἴδομεν χθὲς τὴν νύκτα τὸν ἐνταῦθα ἀντιπρόσωπον τῆς ἑταιρίας κ. Δ. Δεληγιάννην, ὅστις μᾶς εἶπε τὰ ἐξῆς ἐν σχέσει πρὸς τὸ ζήτημα τῆς συμβάσεως: «Αἱ τροπολογίαι εἶναι πολλαί, μόλις δὲ ἐλήφθησαν αἱ τελευταῖαι τηλεγραφικῶς. Δὲν πιστεύω ὅτι θὰ ὑπάρξῃ ἀντίρρησις.»: [573, 684, 815, 776]
- price-value: 39.92 1/2: [284, 407, 326, 418]
- price-label: Ἐθν.Λαχ. 4 0/0: [41, 318, 107, 329]
- author: Κ. ΟΙΚΟΝΟΜΟΥ: [1236, 819, 1315, 829]
- article-text: Τὴν μεσημβρίαν χθὲς ὁ κ. Δ. Δεληγιάννης καὶ ὁ κ. Στρέϊτ ἐπεσκέφθησαν τὸν Πρόεδρον τῆς Κυβερνήσεως. Ἡ συνεργασία τῶν περιεσταμένων διήρκεσε μέχρι τῆς 1 1/2 μ.μ. καὶ ἐπεράνθη διὰ τῆς συζητήσεως ἐπὶ τῶν τροπολογιῶν. Ὁ δὲ κ. Δεληγιάννης ἀπεχώρησε ἐκ τῆς συσκέψεως ἱκανοποιημένος.: [573, 867, 815, 959]
- price-row: [39, 263, 181, 277]
- column-5: [1071, 120, 1320, 2133]
- article-text: Ἡ Βουλγαρικὴ ἐφημερὶς «Βεδομόστι» καλεῖ τὴν Κυβέρνησιν νὰ ἐπιτηρήσῃ τὸν Σαράφωφ καὶ τοὺς συνεργάτας του, ἐπειδὴ ἡ Εὐρώπη δὲν θὰ ἀνεχθῇ τὴν τοιαύτην ἀπειλήν.: [1325, 767, 1565, 819]
- albania-sub: ΙΔΙΑΙΤΕΡΟΝ ΤΗΛΕΓΡΑΦΗΜΑ ΤΟΥ «ΕΜΠΡΟΣ»: [1079, 243, 1312, 255]
- army-title: Η ΑΝΑΧΩΡΗΣΙΣ ΤΟΥ ΣΤΡΑΤΟΥ: [371, 1048, 530, 1060]
- article-text: Ἀμφότεροι οὗτοι ἀπήντησαν εἰς τὸ τηλεγράφημα τοῦ ἐνταῦθα ἀντιπροσώπου των ὅτι ἐκ τῶν διαφόρων ἐξηγήσεων δεχόμενοι τὰς τροπολογίας. Εἰς τὸ τηλεγράφημα ὁ κ. Δεληγιάννης ἐξαιρεῖ τὴν ἀνάγκην τῆς συνεννοήσεως.: [573, 541, 815, 620]
- london-dateline: ΛΟΝΔΙΝΟΝ, 28 Μαΐου: [1337, 696, 1460, 707]
- price-value: [276, 396, 327, 407]
- price-row: [185, 430, 327, 441]
- price-value: 105.50: [149, 250, 180, 261]
- article-text: Ἐγράφη χθὲς ὅτι ὁ γραμματεὺς τῆς ἐνταῦθα ἀγγλικῆς πρεσβείας μετέβη εἰς τὴν Ἐθνικὴν Τράπεζαν ἵνα συνεννοηθῇ μὲ τὸν κ. Στρέϊτ μετὰ τοῦ διευθυντοῦ τῆς Ἰονικῆς Τραπέζης κ. Πεσματζόγλου καὶ ἀπεφάσισαν ὅπως τὸ ζήτημα ἐξετασθῇ ὑπὸ ὅλων.: [825, 303, 1066, 382]
- column-6: [1321, 120, 1570, 2133]
